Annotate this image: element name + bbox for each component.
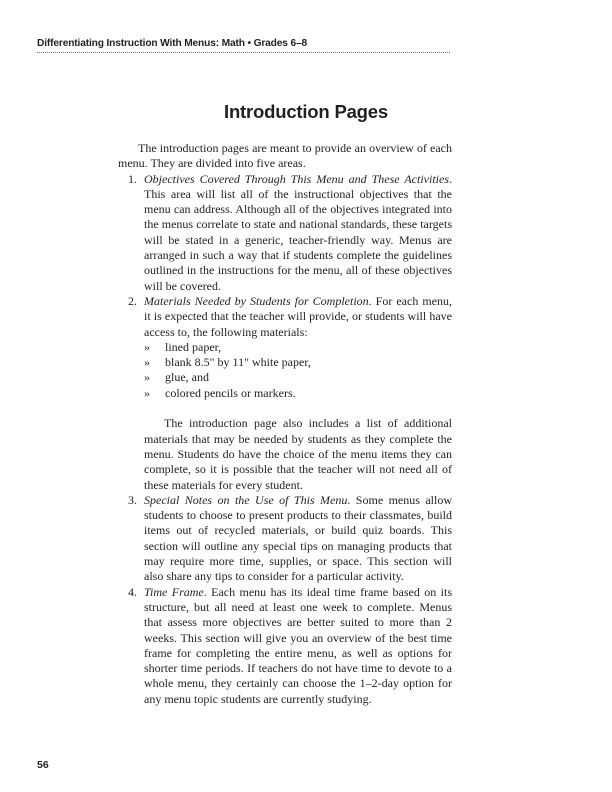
- material-item: [144, 340, 452, 355]
- item-text: . This area will list all of the instructional objectives that the menu can address. Although all of the objectives integrated into the menus correlate to state and national standards, these targets will be stated in a generic, teacher-friendly way. Menus are arranged in such a way that if students complete the guidelines outlined in the instructions for the menu, all of these objectives will be covered.: [144, 171, 452, 293]
- material-text: glue, and: [165, 370, 209, 385]
- material-text: lined paper,: [165, 339, 222, 354]
- intro-paragraph: The introduction pages are meant to provide an overview of each menu. They are divided into five areas.: [118, 141, 452, 171]
- item-number: 3.: [128, 492, 137, 507]
- list-item: [118, 294, 452, 493]
- spacer: [144, 401, 452, 416]
- item-heading: Special Notes on the Use of This Menu: [144, 492, 348, 507]
- list-item: [118, 172, 452, 294]
- material-text: colored pencils or markers.: [165, 385, 296, 400]
- materials-note: The introduction page also includes a list of additional materials that may be needed by students as they complete the menu. Students do have the choice of the menu items they can complete, so it is possible that the teacher will not need all of these materials for every student.: [144, 416, 452, 492]
- list-item: [118, 585, 452, 707]
- item-text: . Each menu has its ideal time frame based on its structure, but all need at least one week to complete. Menus that assess more objectives are better suited to more than 2 weeks. This section will give you an overview of the best time frame for completing the entire menu, as well as options for shorter time periods. If teachers do not have time to devote to a whole menu, they certainly can choose the 1–2-day option for any menu topic students are currently studying.: [144, 584, 452, 706]
- item-number: 1.: [128, 171, 137, 186]
- bullet: »: [144, 339, 150, 354]
- material-item: [144, 386, 452, 401]
- bullet: »: [144, 385, 150, 400]
- item-number: 2.: [128, 293, 137, 308]
- material-item: [144, 370, 452, 385]
- bullet: »: [144, 370, 150, 385]
- list-item: [118, 493, 452, 585]
- materials-list: [144, 340, 452, 401]
- item-heading: Time Frame: [144, 584, 204, 599]
- page-title: Introduction Pages: [224, 101, 388, 122]
- item-heading: Objectives Covered Through This Menu and These Activities: [144, 171, 449, 186]
- page-number: 56: [37, 759, 49, 771]
- running-head: Differentiating Instruction With Menus: Math • Grades 6–8: [37, 38, 308, 49]
- header-dotted-rule: [37, 52, 450, 53]
- item-text: . Some menus allow students to choose to present products to their classmates, build items out of recycled materials, or build quiz boards. This section will outline any special tips on managing products that may require more time, supplies, or space. This section will also share any tips to consider for a particular activity.: [144, 492, 453, 584]
- material-text: blank 8.5" by 11" white paper,: [165, 355, 311, 370]
- body-text: [118, 141, 452, 707]
- section-list: [118, 172, 452, 707]
- item-text: . For each menu, it is expected that the teacher will provide, or students will have access to, the following materials:: [144, 293, 452, 339]
- item-heading: Materials Needed by Students for Completion: [144, 293, 369, 308]
- item-number: 4.: [128, 584, 137, 599]
- material-item: [144, 355, 452, 370]
- bullet: »: [144, 355, 150, 370]
